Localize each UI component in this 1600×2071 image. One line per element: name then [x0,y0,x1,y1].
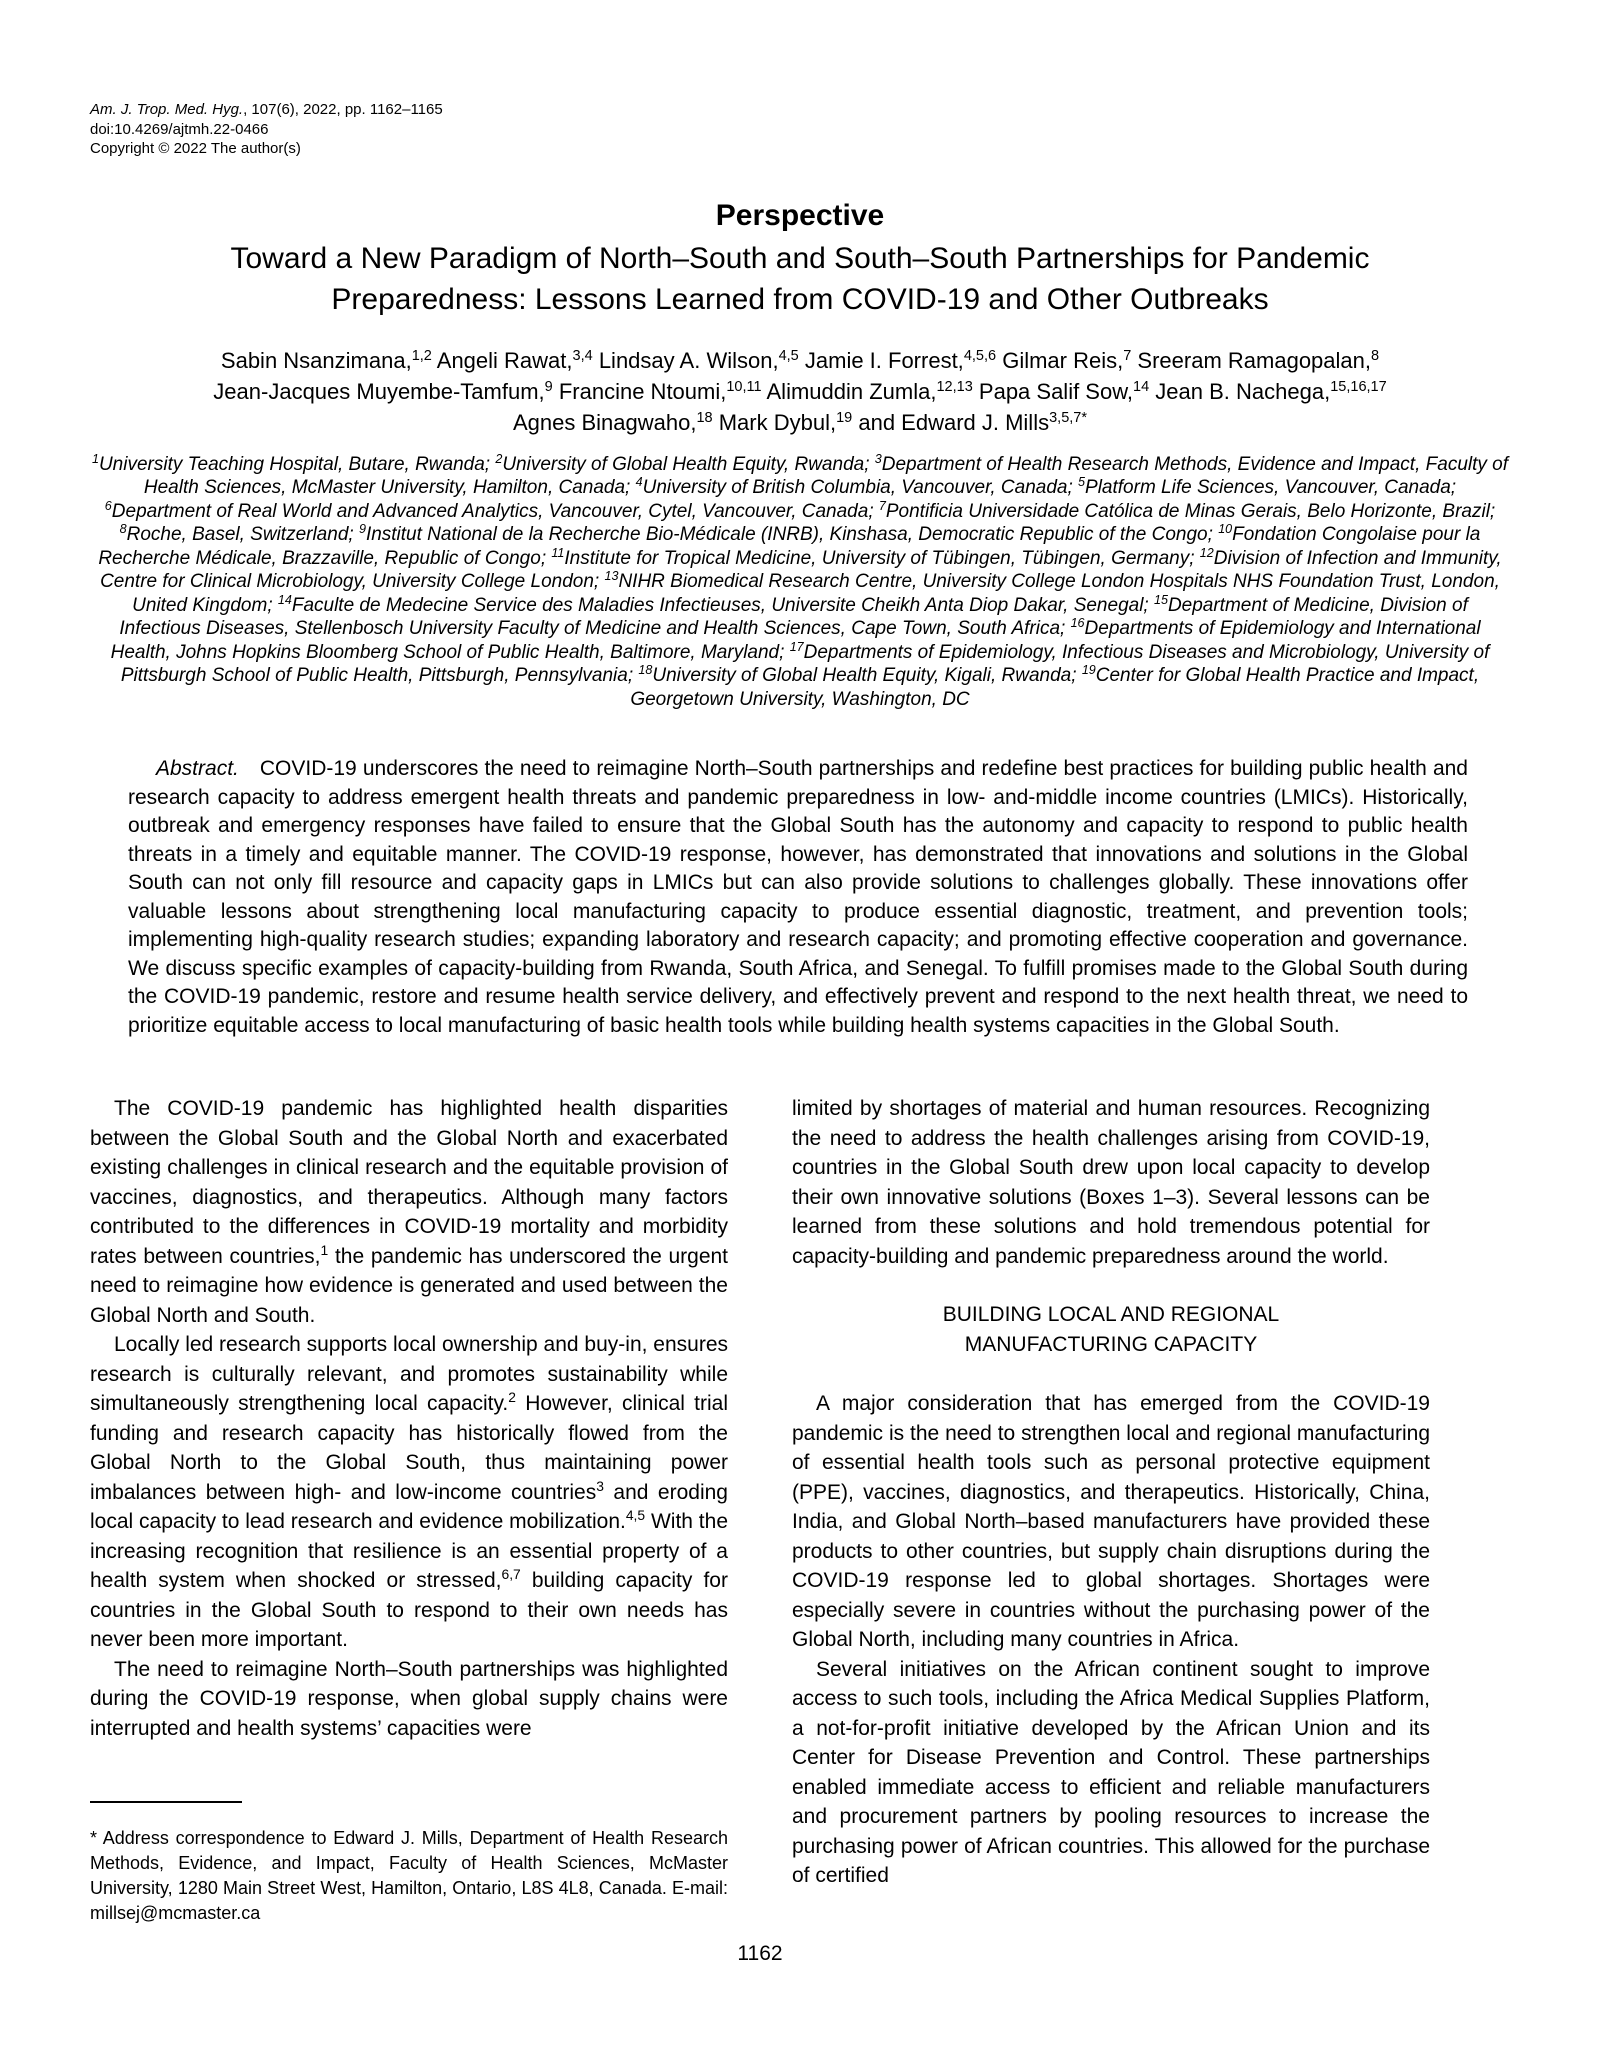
right-column [792,1094,1430,1926]
body-paragraph: Several initiatives on the African continent sought to improve access to such tools, including the Africa Medical Supplies Platform, a not-for-profit initiative developed by the African Union and its Center for Disease Prevention and Control. These partnerships enabled immediate access to efficient and reliable manufacturers and procurement partners by pooling resources to increase the purchasing power of African countries. This allowed for the purchase of certified [792,1657,1430,1887]
affiliations-block: $^1$University Teaching Hospital, Butare, Rwanda; $^2$University of Global Health Equity, Rwanda; $^3$Department of Health Research Methods, Evidence and Impact, Faculty of Health Sciences, McMaster University, Hamilton, Canada; $^4$University of British Columbia, Vancouver, Canada; $^5$Platform Life Sciences, Vancouver, Canada; $^6$Department of Real World and Advanced Analytics, Vancouver, Cytel, Vancouver, Canada; $^7$Pontificia Universidade Católica de Minas Gerais, Belo Horizonte, Brazil; $^8$Roche, Basel, Switzerland; $^9$Institut National de la Recherche Bio-Médicale (INRB), Kinshasa, Democratic Republic of the Congo; $^{10}$Fondation Congolaise pour la Recherche Médicale, Brazzaville, Republic of Congo; $^{11}$Institute for Tropical Medicine, University of Tübingen, Tübingen, Germany; $^{12}$Division of Infection and Immunity, Centre for Clinical Microbiology, University College London; $^{13}$NIHR Biomedical Research Centre, University College London Hospitals NHS Foundation Trust, London, United Kingdom; $^{14}$Faculte de Medecine Service des Maladies Infectieuses, Universite Cheikh Anta Diop Dakar, Senegal; $^{15}$Department of Medicine, Division of Infectious Diseases, Stellenbosch University Faculty of Medicine and Health Sciences, Cape Town, South Africa; $^{16}$Departments of Epidemiology and International Health, Johns Hopkins Bloomberg School of Public Health, Baltimore, Maryland; $^{17}$Departments of Epidemiology, Infectious Diseases and Microbiology, University of Pittsburgh School of Public Health, Pittsburgh, Pennsylvania; $^{18}$University of Global Health Equity, Kigali, Rwanda; $^{19}$Center for Global Health Practice and Impact, Georgetown University, Washington, DC [91,451,1509,710]
body-paragraph: Locally led research supports local ownership and buy-in, ensures research is culturally relevant, and promotes sustainability while simultaneously strengthening local capacity.$^2$ However, clinical trial funding and research capacity has historically flowed from the Global North to the Global South, thus maintaining power imbalances between high- and low-income countries$^3$ and eroding local capacity to lead research and evidence mobilization.$^{4,5}$ With the increasing recognition that resilience is an essential property of a health system when shocked or stressed,$^{6,7}$ building capacity for countries in the Global South to respond to their own needs has never been more important. [90,1333,729,1651]
correspondence-note [90,1781,728,1926]
body-paragraph: The need to reimagine North–South partnerships was highlighted during the COVID-19 response, when global supply chains were interrupted and health systems’ capacities were [90,1657,728,1740]
body-paragraph: limited by shortages of material and human resources. Recognizing the need to address the health challenges arising from COVID-19, countries in the Global South drew upon local capacity to develop their own innovative solutions (Boxes 1–3). Several lessons can be learned from these solutions and hold tremendous potential for capacity-building and pandemic preparedness around the world. [792,1097,1430,1268]
correspondence-text: * Address correspondence to Edward J. Mills, Department of Health Research Methods, Evidence, and Impact, Faculty of Health Sciences, McMaster University, 1280 Main Street West, Hamilton, Ontario, L8S 4L8, Canada. E-mail: millsej@mcmaster.ca [90,1828,728,1923]
section-heading: BUILDING LOCAL AND REGIONAL MANUFACTURING CAPACITY [942,1303,1280,1356]
body-paragraph: A major consideration that has emerged from the COVID-19 pandemic is the need to strengthen local and regional manufacturing of essential health tools such as personal protective equipment (PPE), vaccines, diagnostics, and therapeutics. Historically, China, India, and Global North–based manufacturers have provided these products to other countries, but supply chain disruptions during the COVID-19 response led to global shortages. Shortages were especially severe in countries without the purchasing power of the Global North, including many countries in Africa. [792,1392,1430,1651]
author-line: Jean-Jacques Muyembe-Tamfum,$^9$ Francine Ntoumi,$^{10,11}$ Alimuddin Zumla,$^{12,13}$ Papa Salif Sow,$^{14}$ Jean B. Nachega,$^{15,16,17}$ [213,378,1387,404]
journal-doi: doi:10.4269/ajtmh.22-0466 [90,120,269,138]
journal-header [90,100,1510,159]
body-columns [90,1094,1430,1926]
author-line: Sabin Nsanzimana,$^{1,2}$ Angeli Rawat,$^{3,4}$ Lindsay A. Wilson,$^{4,5}$ Jamie I. Forrest,$^{4,5,6}$ Gilmar Reis,$^7$ Sreeram Ramagopalan,$^8$ [220,347,1380,373]
footnote-divider [90,1801,242,1803]
left-column [90,1094,728,1926]
abstract: Abstract. COVID-19 underscores the need to reimagine North–South partnerships and redefine best practices for building public health and research capacity to address emergent health threats and pandemic preparedness in low- and-middle income countries (LMICs). Historically, outbreak and emergency responses have failed to ensure that the Global South has the autonomy and capacity to respond to public health threats in a timely and equitable manner. The COVID-19 response, however, has demonstrated that innovations and solutions in the Global South can not only fill resource and capacity gaps in LMICs but can also provide solutions to challenges globally. These innovations offer valuable lessons about strengthening local manufacturing capacity to produce essential diagnostic, treatment, and prevention tools; implementing high-quality research studies; expanding laboratory and research capacity; and promoting effective cooperation and governance. We discuss specific examples of capacity-building from Rwanda, South Africa, and Senegal. To fulfill promises made to the Global South during the COVID-19 pandemic, restore and resume health service delivery, and effectively prevent and respond to the next health threat, we need to prioritize equitable access to local manufacturing of basic health tools while building health systems capacities in the Global South. [128,757,1468,1037]
body-paragraph: The COVID-19 pandemic has highlighted health disparities between the Global South and the Global North and exacerbated existing challenges in clinical research and the equitable provision of vaccines, diagnostics, and therapeutics. Although many factors contributed to the differences in COVID-19 mortality and morbidity rates between countries,$^1$ the pandemic has underscored the urgent need to reimagine how evidence is generated and used between the Global North and South. [90,1097,729,1327]
journal-copyright: Copyright © 2022 The author(s) [90,140,301,157]
journal-citation: Am. J. Trop. Med. Hyg., 107(6), 2022, pp. 1162–1165 [90,101,443,118]
page-number: 1162 [737,1942,783,1965]
author-line: Agnes Binagwaho,$^{18}$ Mark Dybul,$^{19}$ and Edward J. Mills$^{3,5,7*}$ [512,409,1088,435]
author-list [90,345,1510,438]
article-title: Toward a New Paradigm of North–South and South–South Partnerships for Pandemic Preparedness: Lessons Learned from COVID-19 and Other Outbreaks [230,241,1370,316]
section-label: Perspective [715,198,885,232]
